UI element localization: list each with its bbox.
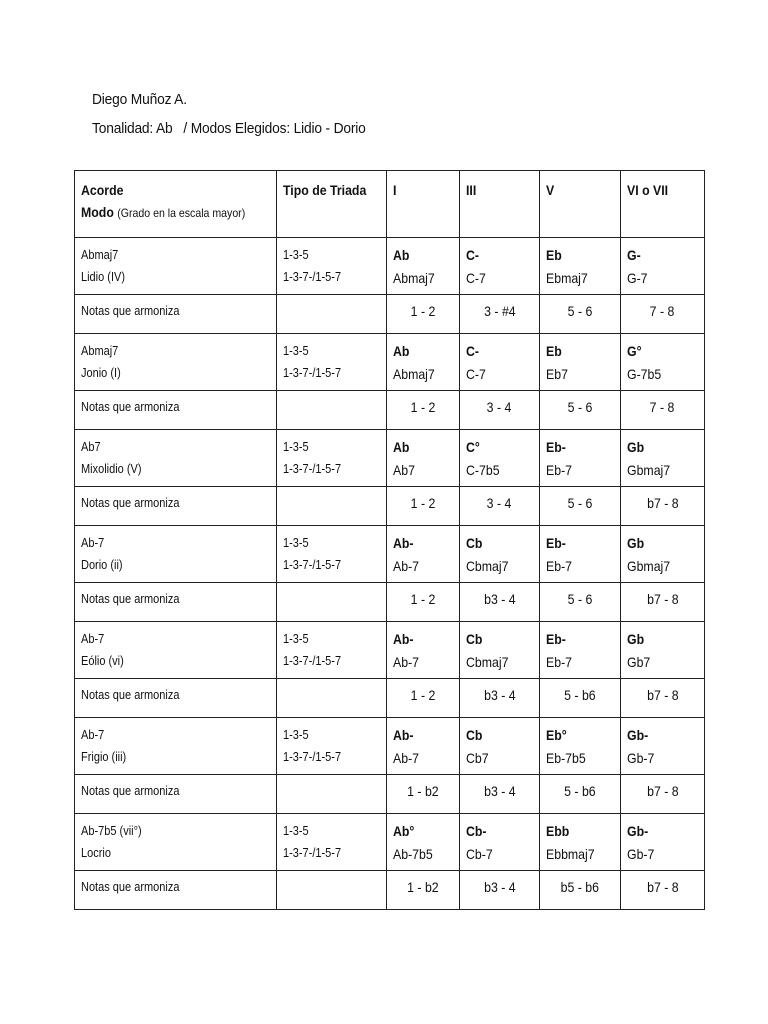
degree-v-chord: Eb-7 <box>546 462 573 478</box>
mode-name: Locrio <box>81 846 111 860</box>
degree-i-cell <box>387 238 460 295</box>
notes-empty-cell <box>277 679 387 718</box>
chord-name: Ab-7 <box>81 536 105 550</box>
notes-cell <box>460 583 540 622</box>
notes-row <box>75 775 705 814</box>
notes-empty-cell <box>277 583 387 622</box>
degree-v-chord: Eb-7 <box>546 558 573 574</box>
triad-cell <box>277 526 387 583</box>
degree-vii-cell <box>621 334 705 391</box>
triad-formula: 1-3-5 <box>283 344 309 358</box>
degree-i-chord: Ab-7 <box>393 558 420 574</box>
notes-cell <box>387 775 460 814</box>
degree-v-triad: Eb- <box>546 535 566 551</box>
notes-cell <box>460 679 540 718</box>
header-modo: Modo <box>81 204 114 220</box>
triad-formula: 1-3-5 <box>283 536 309 550</box>
notes-cell <box>621 487 705 526</box>
degree-v-cell <box>540 430 621 487</box>
notes-label: Notas que armoniza <box>81 304 180 318</box>
degree-vii-chord: G-7b5 <box>627 366 662 382</box>
notes-value: 1 - 2 <box>410 495 436 511</box>
degree-i-triad: Ab <box>393 247 410 263</box>
notes-value: b3 - 4 <box>483 687 516 703</box>
chord-cell <box>75 238 277 295</box>
degree-v-cell <box>540 622 621 679</box>
degree-i-chord: Ab-7 <box>393 750 420 766</box>
notes-value: b7 - 8 <box>646 783 679 799</box>
degree-v-cell <box>540 334 621 391</box>
tetrad-formula: 1-3-7-/1-5-7 <box>283 846 342 860</box>
tetrad-formula: 1-3-7-/1-5-7 <box>283 462 342 476</box>
degree-iii-cell <box>460 430 540 487</box>
degree-v-triad: Eb° <box>546 727 567 743</box>
degree-i-chord: Ab-7 <box>393 654 420 670</box>
degree-iii-chord: Cb-7 <box>466 846 493 862</box>
degree-i-cell <box>387 814 460 871</box>
notes-empty-cell <box>277 391 387 430</box>
degree-v-cell <box>540 718 621 775</box>
chord-name: Ab-7b5 (vii°) <box>81 824 142 838</box>
degree-v-chord: Eb-7b5 <box>546 750 586 766</box>
degree-i-triad: Ab <box>393 343 410 359</box>
degree-v-chord: Ebbmaj7 <box>546 846 595 862</box>
notes-cell <box>387 679 460 718</box>
notes-value: 7 - 8 <box>650 399 675 415</box>
chord-name: Ab-7 <box>81 728 105 742</box>
notes-label-cell <box>75 391 277 430</box>
notes-cell <box>621 295 705 334</box>
notes-value: 5 - 6 <box>567 495 593 511</box>
notes-cell <box>387 487 460 526</box>
notes-cell <box>460 295 540 334</box>
mode-name: Mixolidio (V) <box>81 462 142 476</box>
header-acorde-modo <box>75 171 277 238</box>
degree-iii-triad: C- <box>466 343 480 359</box>
notes-empty-cell <box>277 487 387 526</box>
degree-v-triad: Eb- <box>546 631 566 647</box>
header-acorde: Acorde <box>81 182 124 198</box>
triad-cell <box>277 430 387 487</box>
triad-cell <box>277 238 387 295</box>
notes-value: b3 - 4 <box>483 591 516 607</box>
chord-name: Ab-7 <box>81 632 105 646</box>
degree-v-chord: Eb-7 <box>546 654 573 670</box>
degree-iii-cell <box>460 622 540 679</box>
notes-cell <box>540 775 621 814</box>
tetrad-formula: 1-3-7-/1-5-7 <box>283 654 342 668</box>
notes-value: b3 - 4 <box>483 783 516 799</box>
notes-label-cell <box>75 679 277 718</box>
degree-vii-chord: Gbmaj7 <box>627 462 671 478</box>
degree-iii-chord: C-7b5 <box>466 462 500 478</box>
degree-v-cell <box>540 814 621 871</box>
notes-cell <box>540 295 621 334</box>
notes-cell <box>387 871 460 910</box>
notes-cell <box>621 679 705 718</box>
notes-cell <box>387 391 460 430</box>
degree-iii-cell <box>460 814 540 871</box>
degree-i-triad: Ab- <box>393 727 414 743</box>
notes-cell <box>540 583 621 622</box>
notes-cell <box>460 487 540 526</box>
degree-vii-triad: Gb <box>627 439 645 455</box>
notes-value: 1 - 2 <box>410 399 436 415</box>
degree-vii-cell <box>621 526 705 583</box>
modes-table <box>74 170 705 910</box>
degree-i-chord: Ab-7b5 <box>393 846 433 862</box>
degree-iii-cell <box>460 718 540 775</box>
chord-cell <box>75 526 277 583</box>
chord-row <box>75 718 705 775</box>
tetrad-formula: 1-3-7-/1-5-7 <box>283 366 342 380</box>
chord-row <box>75 334 705 391</box>
mode-name: Dorio (ii) <box>81 558 123 572</box>
degree-v-triad: Eb- <box>546 439 566 455</box>
notes-row <box>75 487 705 526</box>
degree-vii-triad: G- <box>627 247 641 263</box>
triad-cell <box>277 334 387 391</box>
notes-cell <box>460 391 540 430</box>
degree-iii-triad: C° <box>466 439 480 455</box>
degree-vii-cell <box>621 718 705 775</box>
notes-empty-cell <box>277 295 387 334</box>
notes-value: b5 - b6 <box>560 879 600 895</box>
degree-vii-chord: Gb7 <box>627 654 651 670</box>
degree-iii-chord: C-7 <box>466 366 486 382</box>
triad-formula: 1-3-5 <box>283 248 309 262</box>
chord-row <box>75 430 705 487</box>
header-vii: VI o VII <box>621 171 705 238</box>
notes-value: 5 - 6 <box>567 303 593 319</box>
chord-row <box>75 622 705 679</box>
degree-iii-triad: Cb <box>466 535 483 551</box>
notes-row <box>75 583 705 622</box>
notes-cell <box>621 583 705 622</box>
degree-iii-triad: Cb <box>466 727 483 743</box>
degree-v-triad: Eb <box>546 247 562 263</box>
notes-cell <box>387 295 460 334</box>
degree-v-cell <box>540 238 621 295</box>
chord-cell <box>75 622 277 679</box>
degree-i-cell <box>387 430 460 487</box>
degree-vii-chord: Gb-7 <box>627 750 655 766</box>
degree-i-cell <box>387 622 460 679</box>
header-modo-note: (Grado en la escala mayor) <box>117 206 246 220</box>
degree-iii-triad: C- <box>466 247 480 263</box>
notes-value: 5 - b6 <box>564 783 596 799</box>
degree-vii-cell <box>621 622 705 679</box>
mode-name: Eólio (vi) <box>81 654 124 668</box>
notes-cell <box>621 871 705 910</box>
notes-value: 7 - 8 <box>650 303 675 319</box>
notes-value: 3 - #4 <box>483 303 516 319</box>
notes-value: 1 - 2 <box>410 687 436 703</box>
chord-cell <box>75 814 277 871</box>
degree-iii-triad: Cb <box>466 631 483 647</box>
header-row <box>75 171 705 238</box>
notes-value: b7 - 8 <box>646 591 679 607</box>
degree-iii-cell <box>460 238 540 295</box>
notes-cell <box>460 775 540 814</box>
notes-label: Notas que armoniza <box>81 592 180 606</box>
notes-value: 5 - b6 <box>564 687 596 703</box>
chord-name: Abmaj7 <box>81 344 119 358</box>
notes-cell <box>540 871 621 910</box>
triad-formula: 1-3-5 <box>283 632 309 646</box>
degree-vii-triad: Gb- <box>627 727 649 743</box>
degree-vii-chord: Gb-7 <box>627 846 655 862</box>
notes-value: b3 - 4 <box>483 879 516 895</box>
triad-formula: 1-3-5 <box>283 728 309 742</box>
notes-label: Notas que armoniza <box>81 784 180 798</box>
degree-iii-chord: Cbmaj7 <box>466 558 509 574</box>
degree-iii-cell <box>460 334 540 391</box>
tetrad-formula: 1-3-7-/1-5-7 <box>283 750 342 764</box>
degree-v-chord: Ebmaj7 <box>546 270 588 286</box>
degree-vii-chord: Gbmaj7 <box>627 558 671 574</box>
degree-v-triad: Ebb <box>546 823 570 839</box>
degree-i-chord: Abmaj7 <box>393 366 435 382</box>
chord-row <box>75 814 705 871</box>
notes-value: 1 - b2 <box>407 783 439 799</box>
notes-label: Notas que armoniza <box>81 496 180 510</box>
chord-cell <box>75 430 277 487</box>
tetrad-formula: 1-3-7-/1-5-7 <box>283 558 342 572</box>
degree-vii-chord: G-7 <box>627 270 648 286</box>
triad-cell <box>277 718 387 775</box>
triad-formula: 1-3-5 <box>283 440 309 454</box>
degree-iii-cell <box>460 526 540 583</box>
notes-cell <box>540 391 621 430</box>
notes-value: 1 - b2 <box>407 879 439 895</box>
notes-cell <box>460 871 540 910</box>
chord-name: Ab7 <box>81 440 101 454</box>
notes-value: 3 - 4 <box>487 495 512 511</box>
degree-iii-chord: C-7 <box>466 270 486 286</box>
header-v: V <box>540 171 621 238</box>
triad-cell <box>277 814 387 871</box>
header-i: I <box>387 171 460 238</box>
notes-label-cell <box>75 871 277 910</box>
degree-i-chord: Abmaj7 <box>393 270 435 286</box>
degree-vii-triad: Gb <box>627 535 645 551</box>
degree-i-chord: Ab7 <box>393 462 415 478</box>
notes-row <box>75 871 705 910</box>
degree-i-triad: Ab° <box>393 823 415 839</box>
notes-value: 5 - 6 <box>567 591 593 607</box>
degree-vii-cell <box>621 238 705 295</box>
degree-i-cell <box>387 526 460 583</box>
degree-i-triad: Ab- <box>393 631 414 647</box>
notes-label: Notas que armoniza <box>81 880 180 894</box>
author-name: Diego Muñoz A. <box>92 91 187 108</box>
notes-empty-cell <box>277 775 387 814</box>
notes-value: b7 - 8 <box>646 687 679 703</box>
degree-i-cell <box>387 334 460 391</box>
degree-i-triad: Ab <box>393 439 410 455</box>
notes-label-cell <box>75 583 277 622</box>
chord-name: Abmaj7 <box>81 248 119 262</box>
degree-i-cell <box>387 718 460 775</box>
degree-v-chord: Eb7 <box>546 366 568 382</box>
notes-label-cell <box>75 487 277 526</box>
notes-value: b7 - 8 <box>646 495 679 511</box>
header-iii: III <box>460 171 540 238</box>
mode-name: Lidio (IV) <box>81 270 126 284</box>
notes-value: b7 - 8 <box>646 879 679 895</box>
triad-formula: 1-3-5 <box>283 824 309 838</box>
notes-label-cell <box>75 295 277 334</box>
chord-row <box>75 526 705 583</box>
notes-cell <box>621 775 705 814</box>
mode-name: Jonio (I) <box>81 366 121 380</box>
notes-label-cell <box>75 775 277 814</box>
degree-iii-chord: Cbmaj7 <box>466 654 509 670</box>
notes-label: Notas que armoniza <box>81 688 180 702</box>
notes-cell <box>540 679 621 718</box>
degree-iii-triad: Cb- <box>466 823 487 839</box>
degree-vii-cell <box>621 430 705 487</box>
tetrad-formula: 1-3-7-/1-5-7 <box>283 270 342 284</box>
chord-cell <box>75 334 277 391</box>
notes-cell <box>387 583 460 622</box>
degree-vii-triad: G° <box>627 343 642 359</box>
notes-row <box>75 679 705 718</box>
degree-v-cell <box>540 526 621 583</box>
triad-cell <box>277 622 387 679</box>
notes-value: 5 - 6 <box>567 399 593 415</box>
notes-cell <box>540 487 621 526</box>
notes-row <box>75 295 705 334</box>
notes-value: 3 - 4 <box>487 399 512 415</box>
notes-value: 1 - 2 <box>410 303 436 319</box>
chord-cell <box>75 718 277 775</box>
tonality-line: Tonalidad: Ab / Modos Elegidos: Lidio - Dorio <box>92 120 366 137</box>
chord-row <box>75 238 705 295</box>
notes-label: Notas que armoniza <box>81 400 180 414</box>
degree-vii-cell <box>621 814 705 871</box>
degree-v-triad: Eb <box>546 343 562 359</box>
degree-i-triad: Ab- <box>393 535 414 551</box>
degree-vii-triad: Gb- <box>627 823 649 839</box>
header-tipo: Tipo de Triada <box>277 171 387 238</box>
degree-vii-triad: Gb <box>627 631 645 647</box>
notes-value: 1 - 2 <box>410 591 436 607</box>
notes-row <box>75 391 705 430</box>
mode-name: Frigio (iii) <box>81 750 127 764</box>
notes-empty-cell <box>277 871 387 910</box>
notes-cell <box>621 391 705 430</box>
degree-iii-chord: Cb7 <box>466 750 489 766</box>
